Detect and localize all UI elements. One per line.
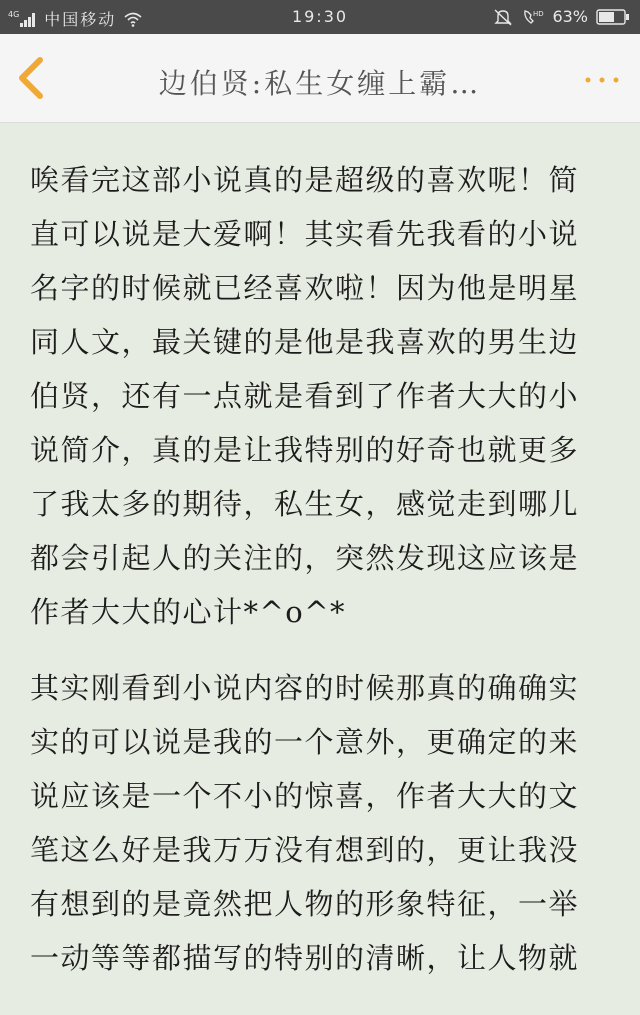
carrier-name: 中国移动 [44,10,117,29]
text-line: 有想到的是竟然把人物的形象特征，一举 [30,887,580,921]
svg-text:HD: HD [533,9,545,18]
more-dots-icon[interactable] [582,70,622,90]
text-line: 伯贤，还有一点就是看到了作者大大的小 [30,379,580,413]
battery-icon [596,9,630,25]
text-line: 说应该是一个不小的惊喜，作者大大的文 [30,779,580,813]
mute-icon [492,8,514,26]
status-bar [0,0,640,34]
text-line: 一动等等都描写的特别的清晰，让人物就 [30,941,580,975]
paragraph [30,153,614,639]
status-time: 19:30 [291,7,349,26]
paragraph [30,661,614,985]
battery-percent: 63% [552,7,588,26]
chevron-left-icon[interactable] [12,56,52,100]
text-line: 实的可以说是我的一个意外，更确定的来 [30,725,580,759]
text-line: 名字的时候就已经喜欢啦！因为他是明星 [30,271,580,305]
text-line: 说简介，真的是让我特别的好奇也就更多 [30,433,580,467]
reader-header [0,34,640,123]
text-line: 直可以说是大爱啊！其实看先我看的小说 [30,217,580,251]
status-right [492,7,630,26]
reading-content[interactable] [0,123,640,1015]
text-line: 同人文，最关键的是他是我喜欢的男生边 [30,325,580,359]
text-line: 了我太多的期待，私生女，感觉走到哪儿 [30,487,580,521]
text-line: 都会引起人的关注的，突然发现这应该是 [30,541,580,575]
text-line: 唉看完这部小说真的是超级的喜欢呢！简 [30,163,580,197]
text-line: 其实刚看到小说内容的时候那真的确确实 [30,671,580,705]
page-title: 边伯贤:私生女缠上霸… [158,67,482,100]
text-line: 笔这么好是我万万没有想到的，更让我没 [30,833,580,867]
hd-call-icon [522,8,544,26]
text-line: 作者大大的心计*^o^* [30,595,347,629]
network-type-label: 4G [8,9,20,19]
